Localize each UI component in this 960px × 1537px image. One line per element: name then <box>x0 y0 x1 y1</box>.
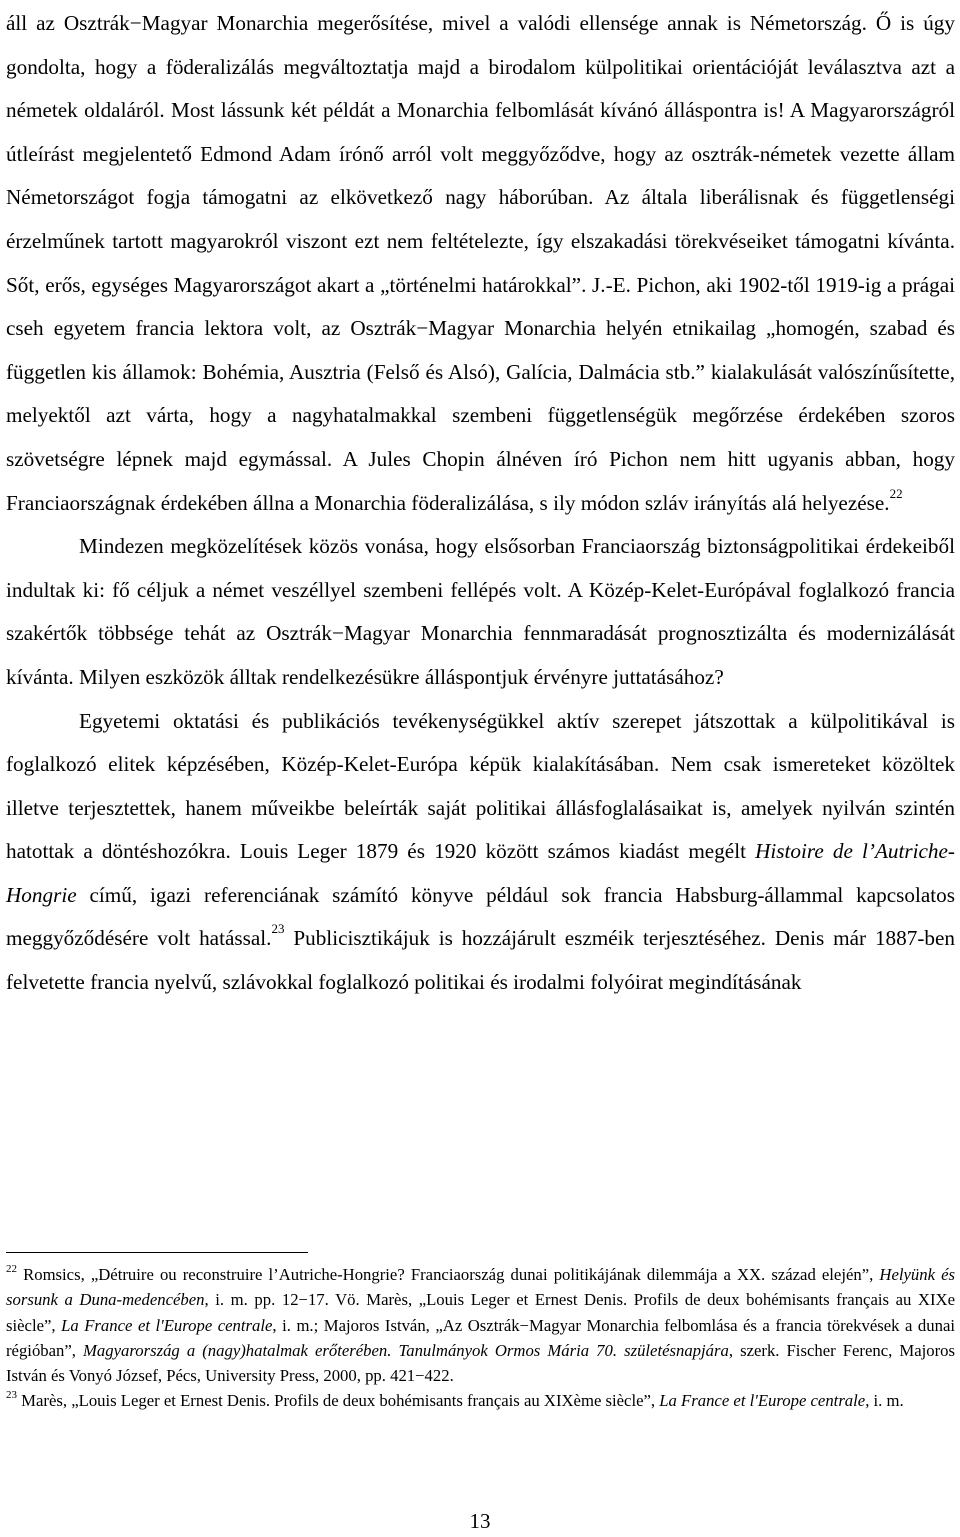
footnotes <box>6 1262 955 1414</box>
text-run: Marès, „Louis Leger et Ernest Denis. Profils de deux bohémisants français au XIXème siècle”, <box>17 1391 660 1411</box>
text-run: Romsics, „Détruire ou reconstruire l’Autriche-Hongrie? Franciaország dunai politikájának dilemmája a XX. század elején”, <box>17 1265 880 1284</box>
text-run: áll az Osztrák−Magyar Monarchia megerősítése, mivel a valódi ellensége annak is Németország. Ő is úgy gondolta, hogy a föderalizálás megváltoztatja majd a birodalom külpolitikai orientációját leválasztva azt a németek oldaláról. Most lássunk két példát a Monarchia felbomlását kívánó álláspontra is! A Magyarországról útleírást megjelentető Edmond Adam írónő arról volt meggyőződve, hogy az osztrák-németek vezette állam Németországot fogja támogatni az elkövetkező nagy háborúban. Az általa liberálisnak és függetlenségi érzelműnek tartott magyarokról viszont ezt nem feltételezte, így elszakadási törekvéseiket támogatni kívánta. Sőt, erős, egységes Magyarországot akart a „történelmi határokkal”. J.-E. Pichon, aki 1902-től 1919-ig a prágai cseh egyetem francia lektora volt, az Osztrák−Magyar Monarchia helyén etnikailag „homogén, szabad és független kis államok: Bohémia, Ausztria (Felső és Alsó), Galícia, Dalmácia stb.” kialakulását valószínűsítette, melyektől azt várta, hogy a nagyhatalmakkal szembeni függetlenségük megőrzése érdekében szoros szövetségre lépnek majd egymással. A Jules Chopin álnéven író Pichon nem hitt ugyanis abban, hogy Franciaországnak érdekében állna a Monarchia föderalizálása, s ily módon szláv irányítás alá helyezése. <box>6 11 955 515</box>
footnote-marker: 22 <box>6 1263 17 1275</box>
footnote <box>6 1262 955 1388</box>
paragraph <box>6 2 955 525</box>
text-run: , i. m. pp. 12−17. Vö. Marès, „Louis Leger et Ernest Denis. Profils de deux bohémisants français au XIXe siècle”, <box>6 1290 955 1335</box>
italic-title: Magyarország a (nagy)hatalmak erőterében. Tanulmányok Ormos Mária 70. születésnapjára <box>83 1340 729 1360</box>
paragraph <box>6 525 955 699</box>
text-run: Egyetemi oktatási és publikációs tevékenységükkel aktív szerepet játszottak a külpolitikával is foglalkozó elitek képzésében, Közép-Kelet-Európa képük kialakításában. Nem csak ismereteket közöltek illetve terjesztettek, hanem műveikbe beleírták saját politikai állásfoglalásaikat is, amelyek nyilván szintén hatottak a döntéshozókra. Louis Leger 1879 és 1920 között számos kiadást megélt <box>6 708 955 864</box>
footnote-marker: 23 <box>271 921 285 937</box>
text-run: , i. m. <box>865 1391 904 1411</box>
page-number: 13 <box>469 1509 491 1533</box>
body-text <box>6 0 955 1005</box>
italic-title: Helyünk és sorsunk a Duna-medencében <box>6 1265 955 1310</box>
footnote <box>6 1388 955 1413</box>
italic-title: Histoire de l’Autriche-Hongrie <box>6 839 955 907</box>
text-run: Publicisztikájuk is hozzájárult eszméik terjesztéséhez. Denis már 1887-ben felvetette francia nyelvű, szlávokkal foglalkozó politikai és irodalmi folyóirat megindításának <box>6 926 955 995</box>
text-run: , szerk. Fischer Ferenc, Majoros István és Vonyó József, Pécs, University Press, 2000, pp. 421−422. <box>6 1340 955 1386</box>
text-run: , i. m.; Majoros István, „Az Osztrák−Magyar Monarchia felbomlása és a francia törekvések a dunai régióban”, <box>6 1315 955 1360</box>
paragraph <box>6 700 955 1005</box>
text-run: Mindezen megközelítések közös vonása, hogy elsősorban Franciaország biztonságpolitikai érdekeiből indultak ki: fő céljuk a német veszéllyel szembeni fellépés volt. A Közép-Kelet-Európával foglalkozó francia szakértők többsége tehát az Osztrák−Magyar Monarchia fennmaradását prognosztizálta és modernizálását kívánta. Milyen eszközök álltak rendelkezésükre álláspontjuk érvényre juttatásához? <box>6 534 955 689</box>
text-run: című, igazi referenciának számító könyve például sok francia Habsburg-állammal kapcsolatos meggyőződésére volt hatással. <box>6 882 955 951</box>
footnote-marker: 23 <box>6 1389 17 1402</box>
footnote-marker: 22 <box>889 485 903 501</box>
italic-title: La France et l'Europe centrale <box>61 1315 273 1335</box>
italic-title: La France et l'Europe centrale <box>659 1391 866 1411</box>
footnote-separator <box>6 1252 308 1253</box>
